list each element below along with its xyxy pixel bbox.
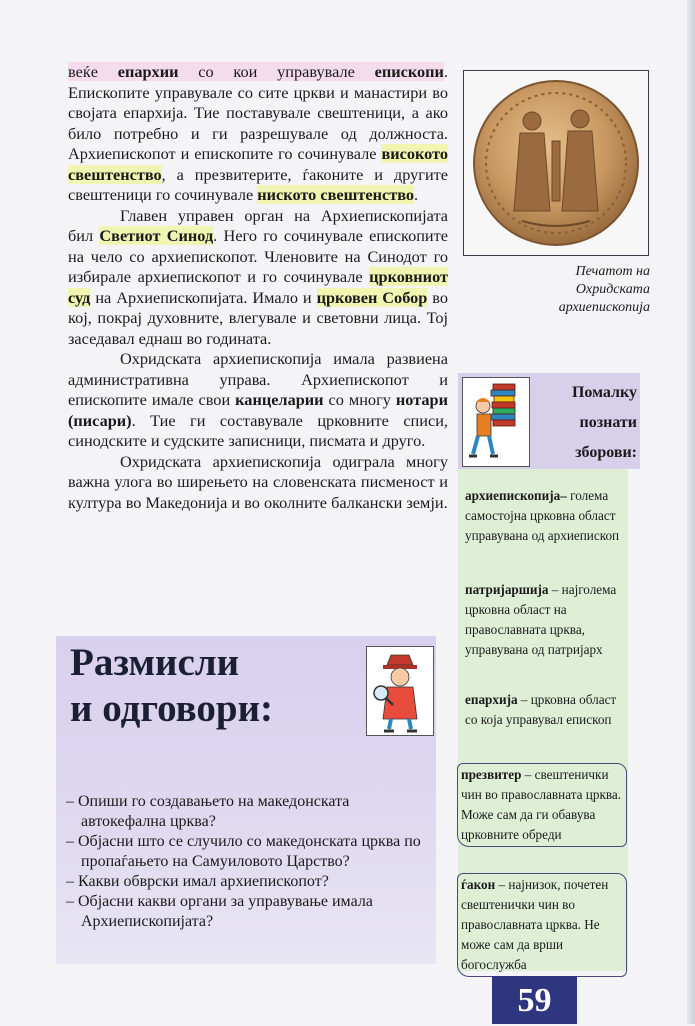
paragraph-1: веќе епархии со кои управувале епископи. Епископите управувале со сите цркви и манастири во својата епархија. Тие поставувале свештеници, а ако било потребно и ги разрешувале од должноста. Архиепископот и епископите го сочинувале високото свештенство, а презвитерите, ѓаконите и другите свештеници го сочинувале ниското свештенство. xyxy=(68,62,448,204)
term-church-court: црковниот суд xyxy=(68,267,448,307)
question-item: – Објасни што се случило со македонската црква по пропаѓањето на Самуиловото Царство? xyxy=(66,833,421,870)
caption-line: Охридската xyxy=(575,282,650,297)
term-holy-synod: Светиот Синод xyxy=(99,226,214,245)
glossary-entry-presbyter xyxy=(457,763,627,847)
question-item: – Опиши го создавањето на македонската автокефална црква? xyxy=(66,793,350,830)
term-high-clergy: високото свештенство xyxy=(68,144,448,184)
question-list xyxy=(66,792,426,932)
glossary-term: архиепископија– xyxy=(465,488,567,503)
think-title-line: Размисли xyxy=(70,641,240,684)
glossary-entry-archbishopric xyxy=(465,486,627,546)
main-text-column xyxy=(68,62,448,513)
paragraph-3: Охридската архиепископија имала развиена административна управа. Архиепископот и епископите имале свои канцеларии со многу нотари (писари). Тие ги составувале црковните списи, синодските и судските записници, писмата и друго. xyxy=(68,349,448,450)
seal-image xyxy=(463,70,649,256)
glossary-entry-patriarchate xyxy=(465,580,627,660)
child-carrying-books-icon xyxy=(462,377,530,467)
question-item: – Какви обврски имал архиепископот? xyxy=(66,873,329,890)
think-and-answer-title xyxy=(70,640,350,732)
glossary-term: презвитер xyxy=(461,767,522,782)
glossary-definition: – свештенички чин во православната црква. Може сам да ги обавува црковните обреди xyxy=(461,767,622,842)
glossary-definition: – најголема црковна област на православната црква, управувана од патријарх xyxy=(465,582,617,657)
glossary-title-line: познати xyxy=(579,414,637,431)
term-bishops: епископи xyxy=(374,62,444,81)
paragraph-4: Охридската архиепископија одиграла многу важна улога во ширењето на словенската писменост и култура во Македонија и во околните балкански земји. xyxy=(68,451,448,512)
glossary-definition: – црковна област со која управувал епископ xyxy=(465,692,617,727)
glossary-title-line: Помалку xyxy=(571,384,637,401)
page-edge xyxy=(687,0,695,1024)
glossary-term: патријаршија xyxy=(465,582,549,597)
glossary-entry-eparchy xyxy=(465,690,627,730)
glossary-title xyxy=(545,378,637,468)
seal-coin-icon xyxy=(464,71,648,255)
glossary-entry-deacon xyxy=(457,873,627,977)
glossary-title-line: зборови: xyxy=(575,444,637,461)
term-notaries: нотари (писари) xyxy=(68,390,448,430)
seal-caption xyxy=(500,263,650,317)
term-offices: канцеларии xyxy=(235,390,324,409)
page-number: 59 xyxy=(492,976,577,1024)
glossary-definition: – најнизок, почетен свештенички чин во православната црква. Не може сам да врши богослужба xyxy=(461,877,609,972)
glossary-term: ѓакон xyxy=(461,877,496,892)
glossary-term: епархија xyxy=(465,692,518,707)
paragraph-2: Главен управен орган на Архиепископијата бил Светиот Синод. Него го сочинувале епископите на чело со архиепископот. Членовите на Синодот го избирале архиепископот и го сочинувале црковниот суд на Архиепископијата. Имало и црковен Собор во кој, покрај духовните, влегувале и световни лица. Тој заседавал еднаш во годината. xyxy=(68,205,448,348)
detective-with-magnifier-icon xyxy=(366,646,434,736)
caption-line: Печатот на xyxy=(575,264,650,279)
term-church-council: црковен Собор xyxy=(316,287,428,307)
question-item: – Објасни какви органи за управување имала Архиепископијата? xyxy=(66,893,373,930)
term-eparchies: епархии xyxy=(117,62,179,81)
caption-line: архиепископија xyxy=(558,300,650,315)
glossary-definition: голема самостојна црковна област управувана од архиепископ xyxy=(465,488,620,543)
think-title-line: и одговори: xyxy=(70,687,274,730)
term-low-clergy: ниското свештенство xyxy=(257,185,415,204)
